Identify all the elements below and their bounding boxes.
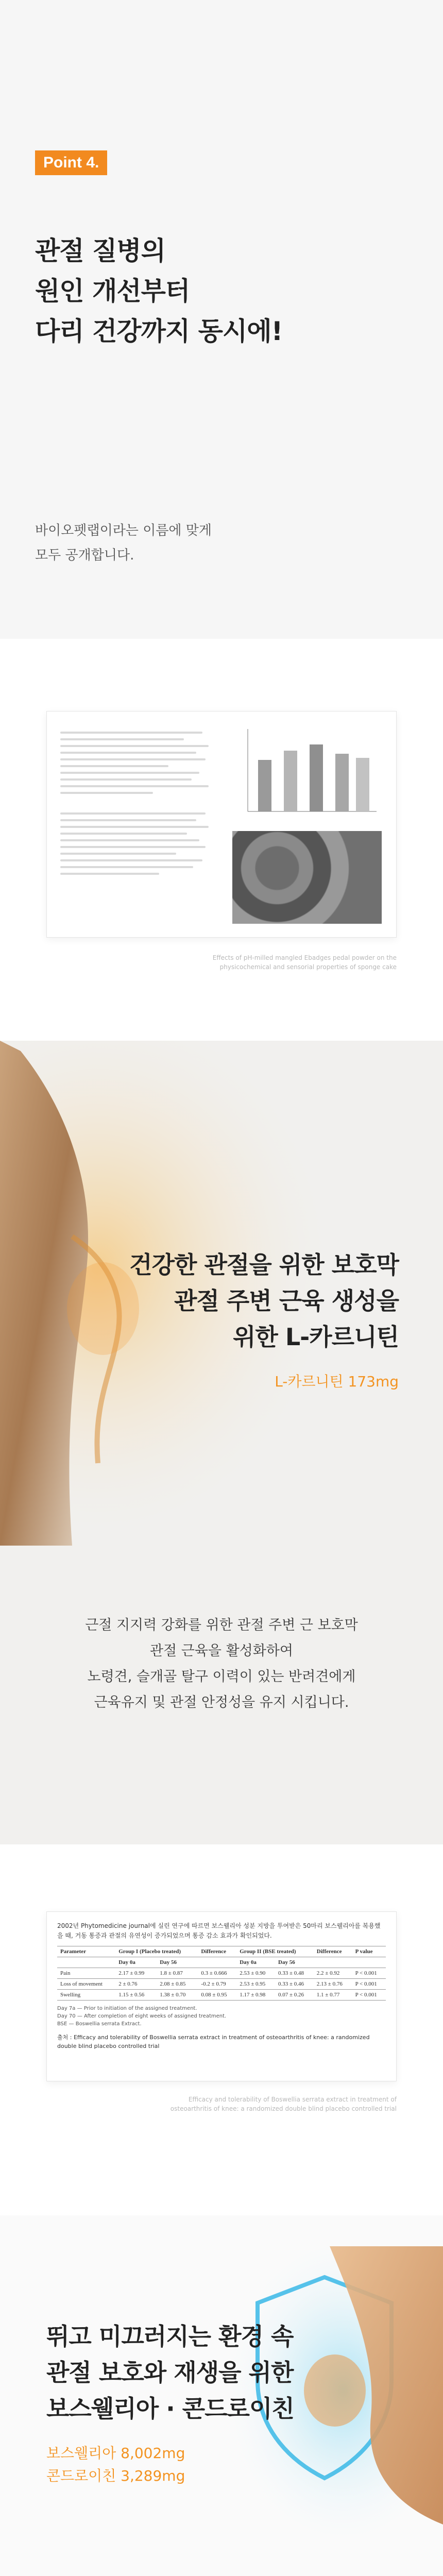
table-cell: P < 0.001 <box>352 1968 386 1979</box>
paper1-text-column <box>60 727 215 879</box>
table-cell: 2.13 ± 0.76 <box>314 1979 352 1990</box>
carnitine-body-line-3: 노령견, 슬개골 탈구 이력이 있는 반려견에게 <box>87 1669 356 1685</box>
paper2-note-3: BSE — Boswellia serrata Extract. <box>57 2021 142 2027</box>
table-cell: 1.38 ± 0.70 <box>157 1990 198 2001</box>
boswellia-amounts <box>46 2442 185 2487</box>
paper2-source: 출처 : Efficacy and tolerability of Boswellia serrata extract in treatment of osteoarthritis of knee: a randomized double blind placebo controlled trial <box>57 2034 370 2049</box>
table-cell: 2 ± 0.76 <box>115 1979 157 1990</box>
paper1-bar-figure <box>232 724 382 822</box>
paper2-caption-line-1: Efficacy and tolerability of Boswellia serrata extract in treatment of <box>188 2096 397 2103</box>
carnitine-heading-line-1: 건강한 관절을 위한 보호막 <box>129 1251 399 1279</box>
carnitine-body-line-4: 근육유지 및 관절 안정성을 유지 시킵니다. <box>94 1694 349 1710</box>
paper2-note-2: Day 70 — After completion of eight weeks of assigned treatment. <box>57 2013 227 2019</box>
carnitine-section <box>0 1041 443 1844</box>
paper2-notes <box>57 2005 386 2028</box>
table-cell: 2.53 ± 0.90 <box>236 1968 275 1979</box>
table-cell: 1.17 ± 0.98 <box>236 1990 275 2001</box>
paper2-section <box>0 1844 443 2215</box>
title-bold-1: 관절 질병 <box>35 236 141 266</box>
table-subheader-cell: Day 56 <box>157 1957 198 1968</box>
paper1-section <box>0 639 443 1041</box>
table-cell: 2.08 ± 0.85 <box>157 1979 198 1990</box>
table-cell: P < 0.001 <box>352 1979 386 1990</box>
carnitine-heading-line-3: 위한 L-카르니틴 <box>232 1323 399 1351</box>
title-rest-1: 의 <box>141 236 165 266</box>
boswellia-heading-line-2: 관절 보호와 재생을 위한 <box>46 2359 294 2386</box>
table-header-row <box>57 1946 386 1957</box>
table-cell: 2.17 ± 0.99 <box>115 1968 157 1979</box>
table-subheader-cell: Day 56 <box>275 1957 314 1968</box>
intro-desc-line-2: 모두 공개합니다. <box>35 548 134 563</box>
paper1-micrograph <box>232 831 382 924</box>
paper2-header: 2002년 Phytomedicine journal에 실린 연구에 따르면 보스웰리아 성분 지방을 투여받은 50마리 보스웰리아를 복용했을 때, 거동 통증과 관절의 유연성이 증가되었으며 통증 감소 효과가 확인되었다. <box>57 1922 381 1939</box>
table-cell: 2.53 ± 0.95 <box>236 1979 275 1990</box>
table-cell: 0.3 ± 0.666 <box>198 1968 236 1979</box>
table-cell: 0.33 ± 0.48 <box>275 1968 314 1979</box>
title-line-2: 원인 개선부터 <box>35 276 190 306</box>
table-subheader-cell: Day 0a <box>236 1957 275 1968</box>
table-header-cell: P value <box>352 1946 386 1957</box>
table-row <box>57 1990 386 2001</box>
table-header-cell: Difference <box>198 1946 236 1957</box>
carnitine-body-line-2: 관절 근육을 활성화하여 <box>150 1643 293 1659</box>
table-header-cell: Difference <box>314 1946 352 1957</box>
paper1-caption-line-2: physicochemical and sensorial properties of sponge cake <box>219 963 397 971</box>
table-cell: -0.2 ± 0.79 <box>198 1979 236 1990</box>
carnitine-heading <box>129 1247 399 1355</box>
carnitine-body <box>0 1613 443 1716</box>
paper2-table <box>57 1946 386 2001</box>
table-subheader-row <box>57 1957 386 1968</box>
intro-desc-line-1: 바이오펫랩이라는 이름에 맞게 <box>35 523 212 538</box>
research-paper-image-1 <box>46 711 397 938</box>
paper2-caption-line-2: osteoarthritis of knee: a randomized double blind placebo controlled trial <box>170 2105 397 2112</box>
boswellia-heading <box>46 2318 294 2427</box>
paper2-caption <box>67 2095 397 2113</box>
table-header-cell: Group I (Placebo treated) <box>115 1946 198 1957</box>
table-header-cell: Group II (BSE treated) <box>236 1946 314 1957</box>
table-cell: 1.15 ± 0.56 <box>115 1990 157 2001</box>
table-cell: Loss of movement <box>57 1979 115 1990</box>
paper1-caption <box>67 953 397 972</box>
table-row <box>57 1968 386 1979</box>
intro-title <box>35 231 416 351</box>
table-cell: 0.07 ± 0.26 <box>275 1990 314 2001</box>
carnitine-body-line-1: 근절 지지력 강화를 위한 관절 주변 근 보호막 <box>85 1617 358 1633</box>
boswellia-heading-line-3: 보스웰리아 · 콘드로이친 <box>46 2395 294 2422</box>
carnitine-heading-line-2: 관절 주변 근육 생성을 <box>174 1287 399 1315</box>
table-cell: 0.33 ± 0.46 <box>275 1979 314 1990</box>
table-cell: P < 0.001 <box>352 1990 386 2001</box>
boswellia-heading-line-1: 뛰고 미끄러지는 환경 속 <box>46 2323 294 2350</box>
paper1-caption-line-1: Effects of pH-milled mangled Ebadges pedal powder on the <box>212 954 397 961</box>
title-rest-3: 까지 동시에! <box>141 316 283 346</box>
point-badge: Point 4. <box>35 150 107 175</box>
intro-description <box>35 518 396 568</box>
table-cell: 1.8 ± 0.87 <box>157 1968 198 1979</box>
intro-section <box>0 0 443 639</box>
boswellia-section <box>0 2215 443 2576</box>
chondroitin-amount: 콘드로이친 3,289mg <box>46 2467 185 2484</box>
table-cell: 1.1 ± 0.77 <box>314 1990 352 2001</box>
research-table-image <box>46 1911 397 2081</box>
table-cell: 2.2 ± 0.92 <box>314 1968 352 1979</box>
table-cell: 0.08 ± 0.95 <box>198 1990 236 2001</box>
title-bold-3: 다리 건강 <box>35 316 141 346</box>
table-cell: Swelling <box>57 1990 115 2001</box>
table-header-cell: Parameter <box>57 1946 115 1957</box>
table-row <box>57 1979 386 1990</box>
table-cell: Pain <box>57 1968 115 1979</box>
paper2-note-1: Day 7a — Prior to initiation of the assigned treatment. <box>57 2006 197 2011</box>
table-subheader-cell: Day 0a <box>115 1957 157 1968</box>
boswellia-amount: 보스웰리아 8,002mg <box>46 2445 185 2462</box>
carnitine-amount: L-카르니틴 173mg <box>275 1373 399 1390</box>
